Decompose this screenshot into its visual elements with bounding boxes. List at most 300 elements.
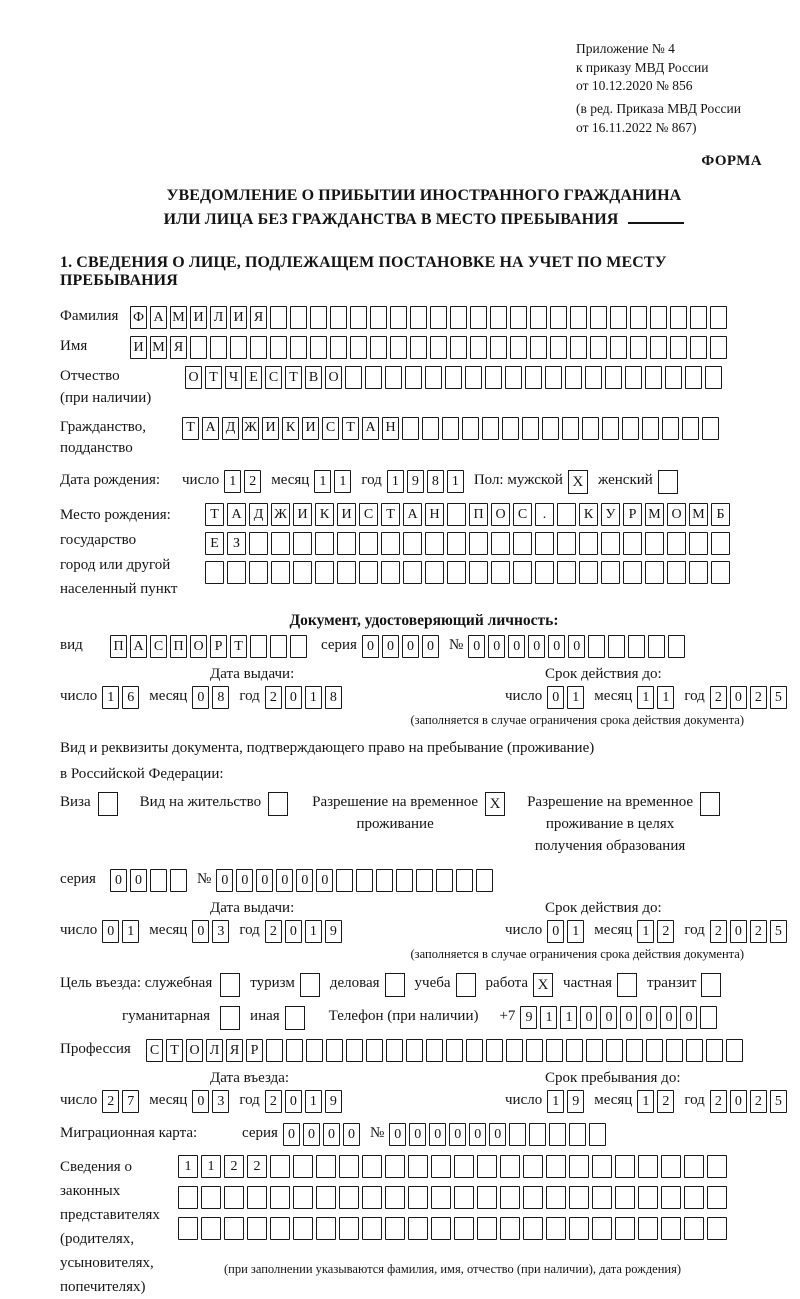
char-cell[interactable]	[249, 561, 268, 584]
char-cell[interactable]: Л	[206, 1039, 223, 1062]
char-cell[interactable]: 0	[429, 1123, 446, 1146]
char-cell[interactable]: 0	[285, 920, 302, 943]
purpose-official-checkbox[interactable]	[220, 973, 240, 997]
char-cell[interactable]	[500, 1217, 520, 1240]
char-cell[interactable]	[330, 306, 347, 329]
char-cell[interactable]: 5	[770, 920, 787, 943]
char-cell[interactable]	[476, 869, 493, 892]
char-cell[interactable]: 0	[102, 920, 119, 943]
char-cell[interactable]	[535, 561, 554, 584]
char-cell[interactable]	[650, 336, 667, 359]
char-cell[interactable]	[266, 1039, 283, 1062]
char-cell[interactable]	[645, 561, 664, 584]
char-cell[interactable]: 1	[637, 686, 654, 709]
char-cell[interactable]	[293, 561, 312, 584]
char-cell[interactable]: 2	[247, 1155, 267, 1178]
char-cell[interactable]: А	[362, 417, 379, 440]
char-cell[interactable]	[510, 306, 527, 329]
char-cell[interactable]	[410, 306, 427, 329]
char-cell[interactable]: 0	[192, 686, 209, 709]
char-cell[interactable]: 5	[770, 686, 787, 709]
char-cell[interactable]	[446, 1039, 463, 1062]
char-cell[interactable]	[436, 869, 453, 892]
char-cell[interactable]	[557, 561, 576, 584]
purpose-work-checkbox[interactable]: X	[533, 973, 553, 997]
char-cell[interactable]	[485, 366, 502, 389]
char-cell[interactable]	[359, 561, 378, 584]
char-cell[interactable]: 1	[567, 920, 584, 943]
char-cell[interactable]: 2	[750, 920, 767, 943]
char-cell[interactable]	[426, 1039, 443, 1062]
char-cell[interactable]	[707, 1217, 727, 1240]
char-cell[interactable]	[286, 1039, 303, 1062]
char-cell[interactable]	[686, 1039, 703, 1062]
char-cell[interactable]: 1	[314, 470, 331, 493]
char-cell[interactable]: А	[227, 503, 246, 526]
char-cell[interactable]	[569, 1186, 589, 1209]
char-cell[interactable]: Л	[210, 306, 227, 329]
char-cell[interactable]: П	[170, 635, 187, 658]
char-cell[interactable]: З	[227, 532, 246, 555]
char-cell[interactable]: Т	[285, 366, 302, 389]
char-cell[interactable]	[408, 1186, 428, 1209]
char-cell[interactable]: М	[689, 503, 708, 526]
char-cell[interactable]: 1	[305, 1090, 322, 1113]
char-cell[interactable]: 2	[102, 1090, 119, 1113]
char-cell[interactable]: 1	[657, 686, 674, 709]
char-cell[interactable]	[589, 1123, 606, 1146]
char-cell[interactable]	[227, 561, 246, 584]
char-cell[interactable]	[310, 336, 327, 359]
char-cell[interactable]: И	[262, 417, 279, 440]
char-cell[interactable]	[665, 366, 682, 389]
purpose-transit-checkbox[interactable]	[701, 973, 721, 997]
char-cell[interactable]	[490, 306, 507, 329]
char-cell[interactable]	[638, 1217, 658, 1240]
char-cell[interactable]	[523, 1217, 543, 1240]
char-cell[interactable]	[702, 417, 719, 440]
char-cell[interactable]	[661, 1155, 681, 1178]
char-cell[interactable]: 9	[325, 920, 342, 943]
char-cell[interactable]	[336, 869, 353, 892]
char-cell[interactable]	[535, 532, 554, 555]
char-cell[interactable]	[646, 1039, 663, 1062]
char-cell[interactable]: 1	[178, 1155, 198, 1178]
char-cell[interactable]	[150, 869, 167, 892]
char-cell[interactable]	[402, 417, 419, 440]
char-cell[interactable]	[370, 336, 387, 359]
char-cell[interactable]: 6	[122, 686, 139, 709]
char-cell[interactable]	[425, 561, 444, 584]
char-cell[interactable]: 1	[637, 920, 654, 943]
char-cell[interactable]: 0	[547, 920, 564, 943]
char-cell[interactable]	[381, 561, 400, 584]
char-cell[interactable]	[316, 1186, 336, 1209]
char-cell[interactable]: Т	[381, 503, 400, 526]
char-cell[interactable]: 0	[402, 635, 419, 658]
char-cell[interactable]: 1	[540, 1006, 557, 1029]
char-cell[interactable]	[608, 635, 625, 658]
char-cell[interactable]	[628, 635, 645, 658]
char-cell[interactable]	[522, 417, 539, 440]
char-cell[interactable]	[362, 1155, 382, 1178]
char-cell[interactable]: 5	[770, 1090, 787, 1113]
char-cell[interactable]	[638, 1186, 658, 1209]
char-cell[interactable]	[293, 1186, 313, 1209]
char-cell[interactable]: М	[645, 503, 664, 526]
char-cell[interactable]	[201, 1186, 221, 1209]
char-cell[interactable]: В	[305, 366, 322, 389]
char-cell[interactable]: С	[322, 417, 339, 440]
char-cell[interactable]: 0	[285, 686, 302, 709]
char-cell[interactable]	[526, 1039, 543, 1062]
char-cell[interactable]	[408, 1217, 428, 1240]
char-cell[interactable]: Н	[382, 417, 399, 440]
char-cell[interactable]: Д	[222, 417, 239, 440]
char-cell[interactable]: 1	[122, 920, 139, 943]
char-cell[interactable]	[622, 417, 639, 440]
char-cell[interactable]	[606, 1039, 623, 1062]
char-cell[interactable]	[406, 1039, 423, 1062]
char-cell[interactable]: С	[146, 1039, 163, 1062]
char-cell[interactable]: 2	[224, 1155, 244, 1178]
char-cell[interactable]	[592, 1217, 612, 1240]
char-cell[interactable]	[224, 1217, 244, 1240]
char-cell[interactable]	[454, 1186, 474, 1209]
char-cell[interactable]: 1	[547, 1090, 564, 1113]
char-cell[interactable]	[569, 1155, 589, 1178]
char-cell[interactable]	[270, 306, 287, 329]
char-cell[interactable]: Т	[166, 1039, 183, 1062]
char-cell[interactable]	[250, 635, 267, 658]
char-cell[interactable]: 2	[750, 1090, 767, 1113]
char-cell[interactable]	[705, 366, 722, 389]
char-cell[interactable]	[230, 336, 247, 359]
char-cell[interactable]	[306, 1039, 323, 1062]
char-cell[interactable]	[586, 1039, 603, 1062]
char-cell[interactable]	[390, 306, 407, 329]
char-cell[interactable]	[431, 1155, 451, 1178]
char-cell[interactable]	[592, 1186, 612, 1209]
char-cell[interactable]	[707, 1155, 727, 1178]
char-cell[interactable]: 2	[657, 1090, 674, 1113]
char-cell[interactable]	[376, 869, 393, 892]
char-cell[interactable]: 1	[305, 920, 322, 943]
char-cell[interactable]	[470, 306, 487, 329]
char-cell[interactable]: 0	[256, 869, 273, 892]
char-cell[interactable]	[625, 366, 642, 389]
char-cell[interactable]: 0	[343, 1123, 360, 1146]
char-cell[interactable]	[290, 635, 307, 658]
char-cell[interactable]	[500, 1186, 520, 1209]
char-cell[interactable]	[270, 1217, 290, 1240]
char-cell[interactable]	[326, 1039, 343, 1062]
char-cell[interactable]	[290, 336, 307, 359]
char-cell[interactable]	[530, 306, 547, 329]
char-cell[interactable]	[450, 306, 467, 329]
purpose-private-checkbox[interactable]	[617, 973, 637, 997]
char-cell[interactable]: Е	[205, 532, 224, 555]
char-cell[interactable]	[707, 1186, 727, 1209]
char-cell[interactable]	[525, 366, 542, 389]
char-cell[interactable]: 0	[316, 869, 333, 892]
char-cell[interactable]	[224, 1186, 244, 1209]
char-cell[interactable]	[270, 336, 287, 359]
char-cell[interactable]	[350, 306, 367, 329]
char-cell[interactable]: 0	[489, 1123, 506, 1146]
char-cell[interactable]: 0	[389, 1123, 406, 1146]
char-cell[interactable]: Р	[623, 503, 642, 526]
char-cell[interactable]: 0	[110, 869, 127, 892]
char-cell[interactable]: 0	[192, 920, 209, 943]
char-cell[interactable]	[530, 336, 547, 359]
char-cell[interactable]	[396, 869, 413, 892]
char-cell[interactable]	[546, 1155, 566, 1178]
char-cell[interactable]: 0	[547, 686, 564, 709]
char-cell[interactable]	[626, 1039, 643, 1062]
char-cell[interactable]: Т	[230, 635, 247, 658]
char-cell[interactable]	[365, 366, 382, 389]
purpose-business-checkbox[interactable]	[385, 973, 405, 997]
char-cell[interactable]	[690, 336, 707, 359]
char-cell[interactable]: И	[293, 503, 312, 526]
char-cell[interactable]	[390, 336, 407, 359]
char-cell[interactable]	[602, 417, 619, 440]
char-cell[interactable]: Т	[205, 503, 224, 526]
char-cell[interactable]	[456, 869, 473, 892]
char-cell[interactable]	[642, 417, 659, 440]
purpose-other-checkbox[interactable]	[285, 1006, 305, 1030]
char-cell[interactable]: Р	[210, 635, 227, 658]
char-cell[interactable]	[615, 1217, 635, 1240]
char-cell[interactable]: Т	[205, 366, 222, 389]
char-cell[interactable]: Б	[711, 503, 730, 526]
char-cell[interactable]	[385, 1155, 405, 1178]
char-cell[interactable]: Ч	[225, 366, 242, 389]
purpose-tourism-checkbox[interactable]	[300, 973, 320, 997]
char-cell[interactable]	[546, 1039, 563, 1062]
char-cell[interactable]: С	[150, 635, 167, 658]
char-cell[interactable]: А	[150, 306, 167, 329]
char-cell[interactable]	[523, 1155, 543, 1178]
char-cell[interactable]	[542, 417, 559, 440]
char-cell[interactable]	[545, 366, 562, 389]
char-cell[interactable]	[271, 532, 290, 555]
char-cell[interactable]	[582, 417, 599, 440]
char-cell[interactable]	[570, 306, 587, 329]
char-cell[interactable]	[638, 1155, 658, 1178]
char-cell[interactable]	[425, 532, 444, 555]
char-cell[interactable]	[477, 1186, 497, 1209]
char-cell[interactable]	[339, 1217, 359, 1240]
char-cell[interactable]: 1	[637, 1090, 654, 1113]
char-cell[interactable]	[405, 366, 422, 389]
char-cell[interactable]	[601, 561, 620, 584]
char-cell[interactable]	[661, 1186, 681, 1209]
char-cell[interactable]: 0	[468, 635, 485, 658]
char-cell[interactable]: 1	[560, 1006, 577, 1029]
char-cell[interactable]: И	[230, 306, 247, 329]
char-cell[interactable]	[529, 1123, 546, 1146]
char-cell[interactable]: 1	[447, 470, 464, 493]
char-cell[interactable]: Е	[245, 366, 262, 389]
char-cell[interactable]	[430, 306, 447, 329]
char-cell[interactable]: 2	[265, 1090, 282, 1113]
char-cell[interactable]	[430, 336, 447, 359]
char-cell[interactable]: И	[337, 503, 356, 526]
char-cell[interactable]: 1	[567, 686, 584, 709]
char-cell[interactable]	[293, 532, 312, 555]
char-cell[interactable]	[523, 1186, 543, 1209]
char-cell[interactable]: 0	[660, 1006, 677, 1029]
char-cell[interactable]	[623, 532, 642, 555]
char-cell[interactable]	[566, 1039, 583, 1062]
char-cell[interactable]: Я	[170, 336, 187, 359]
char-cell[interactable]: Я	[226, 1039, 243, 1062]
char-cell[interactable]	[431, 1186, 451, 1209]
char-cell[interactable]	[662, 417, 679, 440]
char-cell[interactable]: 0	[409, 1123, 426, 1146]
char-cell[interactable]: 1	[387, 470, 404, 493]
char-cell[interactable]	[682, 417, 699, 440]
char-cell[interactable]	[579, 532, 598, 555]
char-cell[interactable]	[386, 1039, 403, 1062]
char-cell[interactable]	[592, 1155, 612, 1178]
char-cell[interactable]	[666, 1039, 683, 1062]
char-cell[interactable]	[645, 532, 664, 555]
char-cell[interactable]: Р	[246, 1039, 263, 1062]
char-cell[interactable]	[337, 561, 356, 584]
char-cell[interactable]	[178, 1186, 198, 1209]
char-cell[interactable]	[178, 1217, 198, 1240]
char-cell[interactable]	[500, 1155, 520, 1178]
char-cell[interactable]: 0	[130, 869, 147, 892]
char-cell[interactable]: 0	[382, 635, 399, 658]
char-cell[interactable]	[293, 1155, 313, 1178]
char-cell[interactable]	[477, 1217, 497, 1240]
char-cell[interactable]	[557, 532, 576, 555]
char-cell[interactable]	[431, 1217, 451, 1240]
char-cell[interactable]	[442, 417, 459, 440]
char-cell[interactable]	[605, 366, 622, 389]
char-cell[interactable]	[710, 306, 727, 329]
char-cell[interactable]	[509, 1123, 526, 1146]
char-cell[interactable]: У	[601, 503, 620, 526]
char-cell[interactable]: 0	[192, 1090, 209, 1113]
char-cell[interactable]	[293, 1217, 313, 1240]
char-cell[interactable]	[670, 336, 687, 359]
sex-female-checkbox[interactable]	[658, 470, 678, 494]
char-cell[interactable]	[610, 306, 627, 329]
char-cell[interactable]	[316, 1155, 336, 1178]
char-cell[interactable]	[403, 561, 422, 584]
char-cell[interactable]: А	[403, 503, 422, 526]
char-cell[interactable]	[385, 366, 402, 389]
char-cell[interactable]	[350, 336, 367, 359]
char-cell[interactable]	[579, 561, 598, 584]
char-cell[interactable]	[506, 1039, 523, 1062]
char-cell[interactable]: 0	[216, 869, 233, 892]
char-cell[interactable]	[491, 561, 510, 584]
char-cell[interactable]	[447, 503, 466, 526]
char-cell[interactable]	[562, 417, 579, 440]
char-cell[interactable]: К	[579, 503, 598, 526]
char-cell[interactable]: 2	[657, 920, 674, 943]
char-cell[interactable]	[491, 532, 510, 555]
char-cell[interactable]: 0	[730, 686, 747, 709]
char-cell[interactable]	[670, 306, 687, 329]
char-cell[interactable]	[362, 1186, 382, 1209]
char-cell[interactable]	[569, 1217, 589, 1240]
char-cell[interactable]	[345, 366, 362, 389]
char-cell[interactable]: О	[325, 366, 342, 389]
char-cell[interactable]: Н	[425, 503, 444, 526]
char-cell[interactable]	[615, 1155, 635, 1178]
char-cell[interactable]	[546, 1186, 566, 1209]
char-cell[interactable]	[385, 1186, 405, 1209]
char-cell[interactable]: 2	[750, 686, 767, 709]
char-cell[interactable]: П	[110, 635, 127, 658]
char-cell[interactable]: 0	[323, 1123, 340, 1146]
char-cell[interactable]	[645, 366, 662, 389]
char-cell[interactable]: О	[190, 635, 207, 658]
char-cell[interactable]	[315, 561, 334, 584]
char-cell[interactable]	[549, 1123, 566, 1146]
char-cell[interactable]: 0	[548, 635, 565, 658]
char-cell[interactable]	[590, 336, 607, 359]
char-cell[interactable]: 1	[224, 470, 241, 493]
char-cell[interactable]: 9	[520, 1006, 537, 1029]
char-cell[interactable]	[339, 1186, 359, 1209]
char-cell[interactable]	[726, 1039, 743, 1062]
char-cell[interactable]: 0	[680, 1006, 697, 1029]
char-cell[interactable]	[247, 1217, 267, 1240]
char-cell[interactable]: И	[302, 417, 319, 440]
char-cell[interactable]	[425, 366, 442, 389]
char-cell[interactable]	[310, 306, 327, 329]
char-cell[interactable]	[513, 532, 532, 555]
char-cell[interactable]: А	[130, 635, 147, 658]
sex-male-checkbox[interactable]: X	[568, 470, 588, 494]
char-cell[interactable]: М	[150, 336, 167, 359]
char-cell[interactable]: 2	[265, 686, 282, 709]
char-cell[interactable]	[490, 336, 507, 359]
char-cell[interactable]	[316, 1217, 336, 1240]
char-cell[interactable]	[337, 532, 356, 555]
char-cell[interactable]: 0	[730, 920, 747, 943]
char-cell[interactable]: 9	[567, 1090, 584, 1113]
char-cell[interactable]	[315, 532, 334, 555]
char-cell[interactable]: 0	[283, 1123, 300, 1146]
char-cell[interactable]	[205, 561, 224, 584]
char-cell[interactable]: 0	[730, 1090, 747, 1113]
char-cell[interactable]	[689, 561, 708, 584]
char-cell[interactable]	[486, 1039, 503, 1062]
char-cell[interactable]: 3	[212, 1090, 229, 1113]
char-cell[interactable]	[661, 1217, 681, 1240]
char-cell[interactable]: 0	[640, 1006, 657, 1029]
char-cell[interactable]: 0	[580, 1006, 597, 1029]
char-cell[interactable]	[570, 336, 587, 359]
char-cell[interactable]: И	[190, 306, 207, 329]
char-cell[interactable]: Т	[182, 417, 199, 440]
char-cell[interactable]	[290, 306, 307, 329]
char-cell[interactable]	[422, 417, 439, 440]
residence-permit-checkbox[interactable]	[268, 792, 288, 816]
char-cell[interactable]	[469, 532, 488, 555]
char-cell[interactable]	[190, 336, 207, 359]
char-cell[interactable]	[610, 336, 627, 359]
